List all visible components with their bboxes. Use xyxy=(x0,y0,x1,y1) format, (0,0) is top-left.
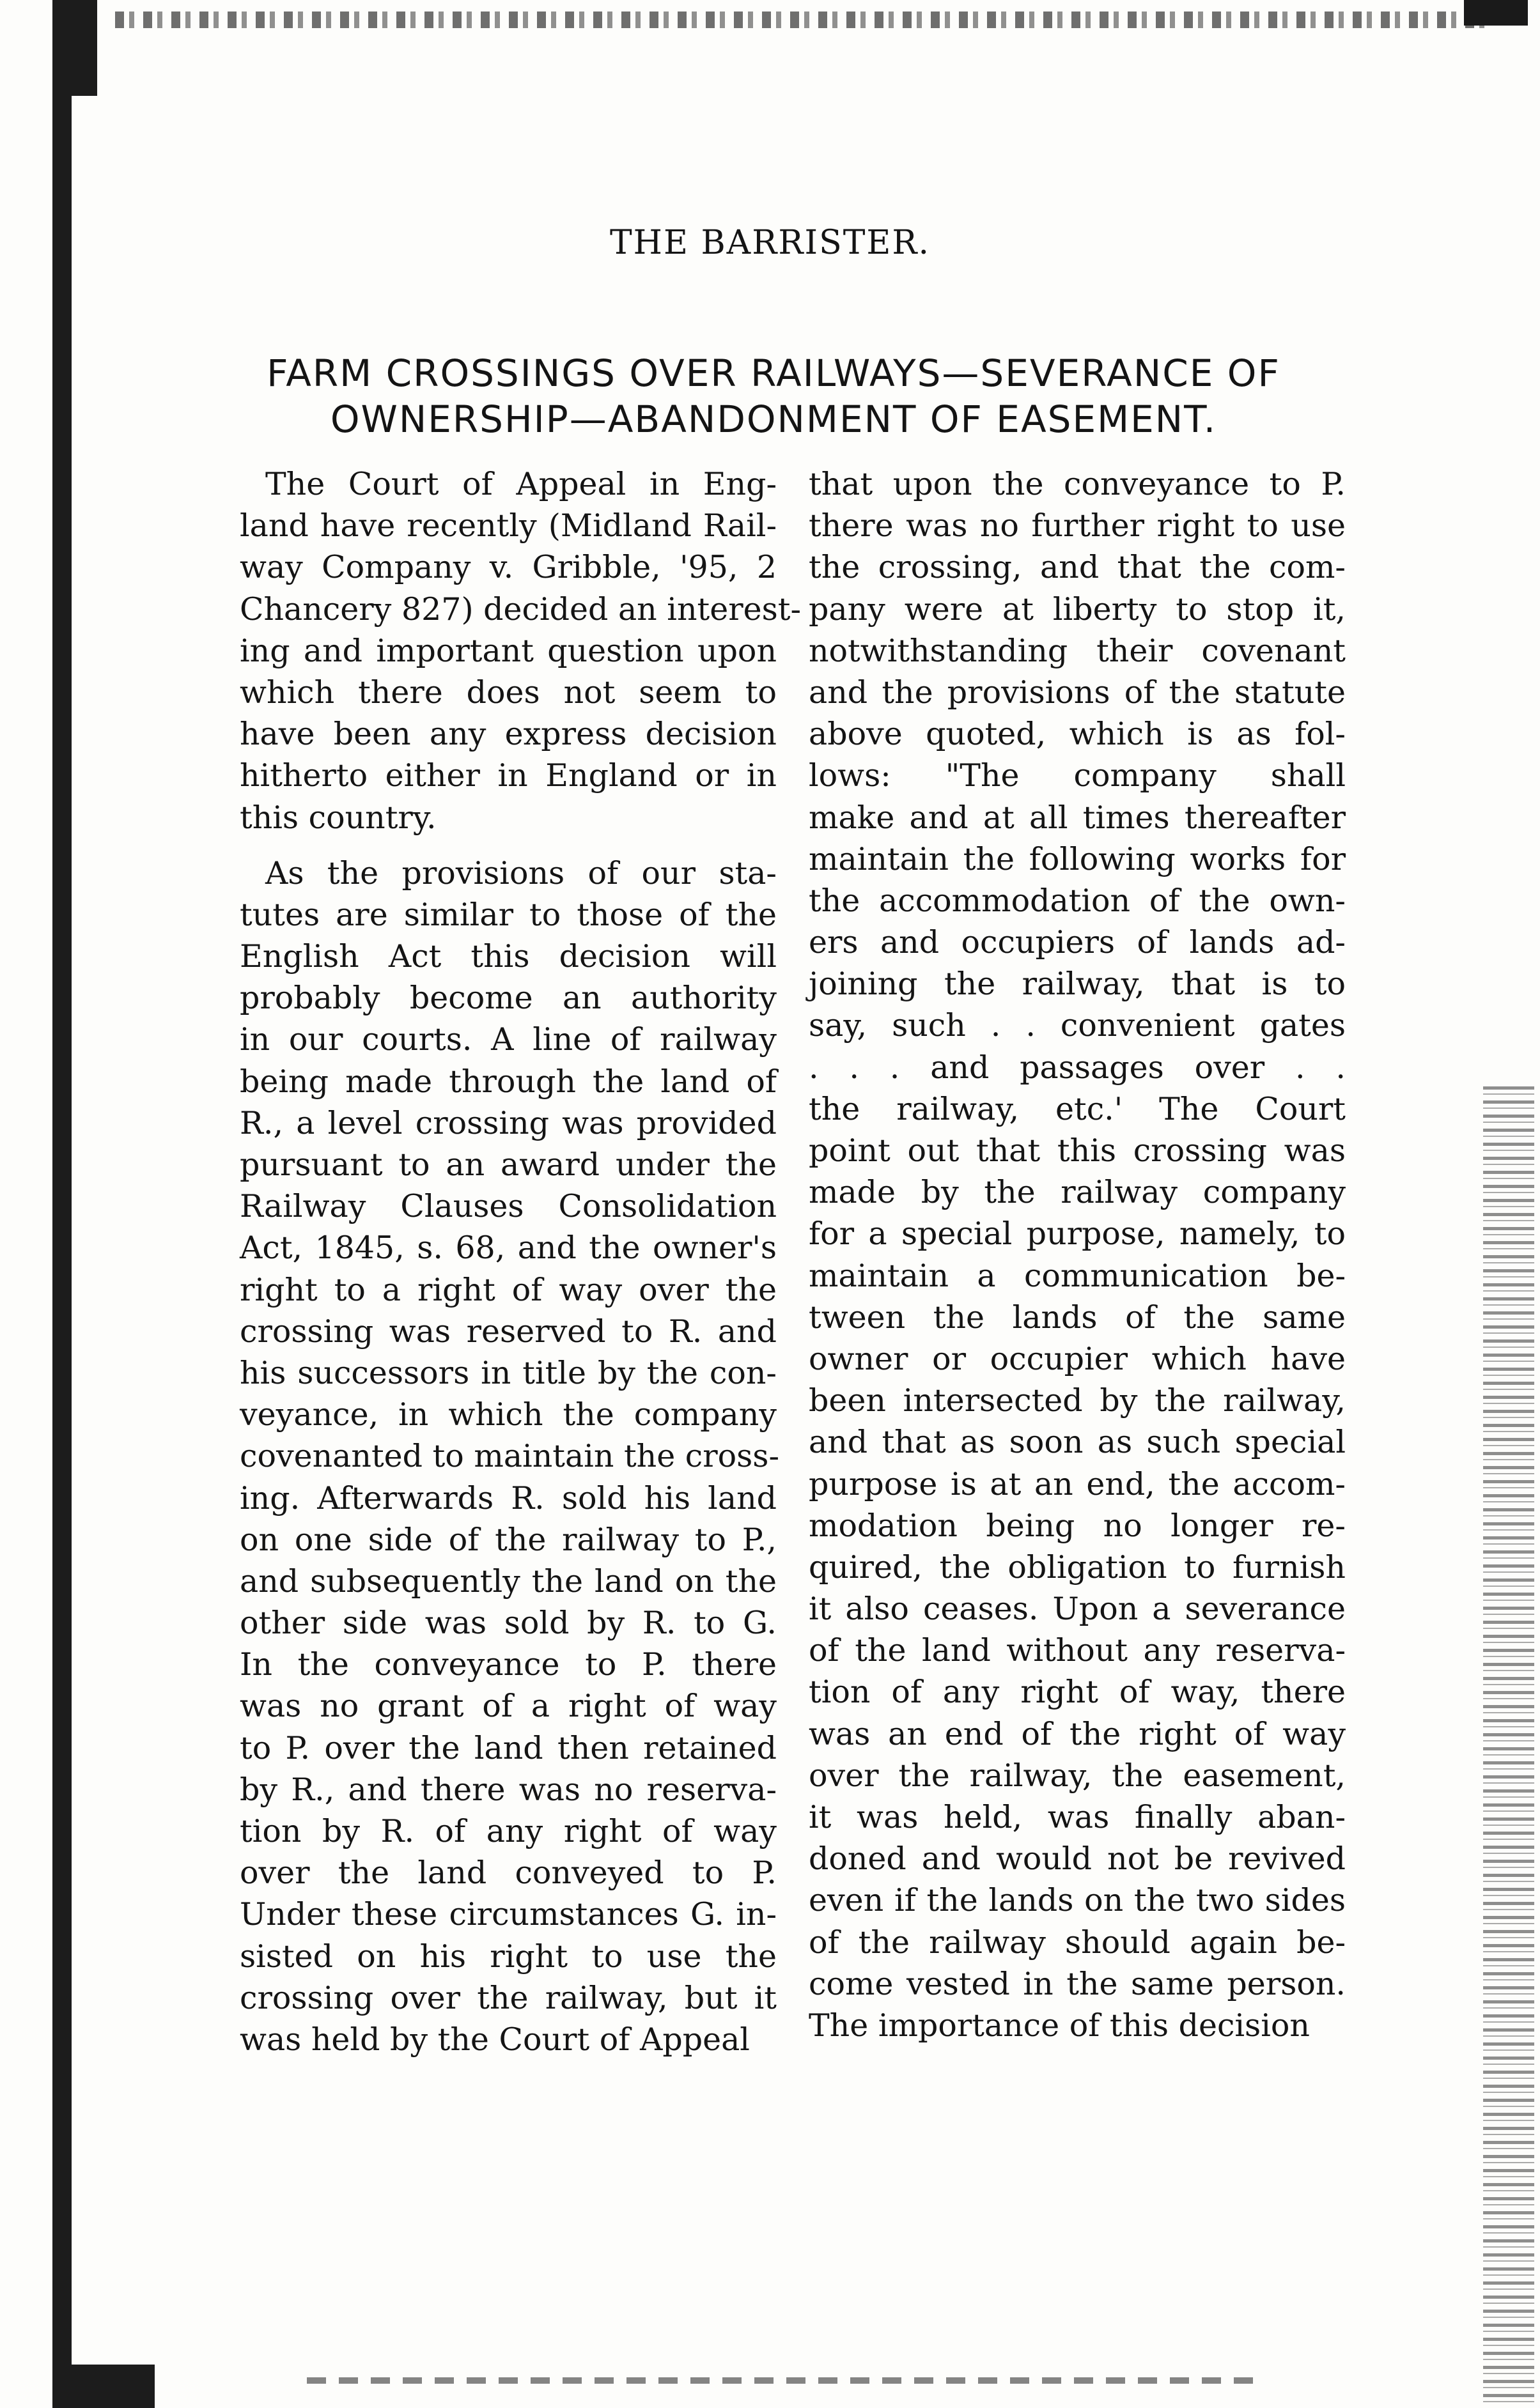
text-line: tutes are similar to those of the xyxy=(240,896,777,933)
text-line: which there does not seem to xyxy=(240,674,777,711)
article-title-line: OWNERSHIP—ABANDONMENT OF EASEMENT. xyxy=(330,397,1217,441)
text-line: Act, 1845, s. 68, and the owner's xyxy=(240,1230,777,1267)
text-line: way Company v. Gribble, '95, 2 xyxy=(240,549,777,586)
text-line: there was no further right to use xyxy=(809,507,1346,544)
text-line: crossing was reserved to R. and xyxy=(240,1313,777,1350)
text-line: that upon the conveyance to P. xyxy=(809,466,1346,502)
text-line: owner or occupier which have xyxy=(809,1340,1346,1377)
scan-artifact-left-edge xyxy=(52,0,72,2408)
text-line: by R., and there was no reserva- xyxy=(240,1771,777,1808)
text-line: notwithstanding their covenant xyxy=(809,632,1346,669)
text-line: have been any express decision xyxy=(240,716,777,753)
text-line: covenanted to maintain the cross- xyxy=(240,1438,780,1475)
text-line: veyance, in which the company xyxy=(240,1396,777,1433)
text-line: was no grant of a right of way xyxy=(240,1688,777,1725)
text-line: was held by the Court of Appeal xyxy=(240,2021,750,2058)
text-line: pursuant to an award under the xyxy=(240,1146,777,1183)
text-line: the railway, etc.' The Court xyxy=(809,1090,1346,1127)
text-line: over the railway, the easement, xyxy=(809,1757,1346,1794)
article-title-line: FARM CROSSINGS OVER RAILWAYS—SEVERANCE OF xyxy=(267,351,1280,395)
text-line: was an end of the right of way xyxy=(809,1715,1346,1752)
text-line: and the provisions of the statute xyxy=(809,674,1346,711)
running-head: THE BARRISTER. xyxy=(609,224,931,262)
text-line: in our courts. A line of railway xyxy=(240,1021,777,1058)
text-line: to P. over the land then retained xyxy=(240,1729,777,1766)
text-line: purpose is at an end, the accom- xyxy=(809,1465,1346,1502)
text-line: tween the lands of the same xyxy=(809,1299,1346,1336)
text-line: English Act this decision will xyxy=(240,938,777,975)
scan-artifact-right-edge xyxy=(1483,1086,1534,2403)
text-line: sisted on his right to use the xyxy=(240,1938,777,1975)
text-line: say, such . . convenient gates xyxy=(809,1007,1346,1044)
text-line: the crossing, and that the com- xyxy=(809,549,1346,586)
text-line: being made through the land of xyxy=(240,1063,777,1100)
text-line: In the conveyance to P. there xyxy=(240,1646,777,1683)
text-line: maintain a communication be- xyxy=(809,1257,1346,1294)
text-line: quired, the obligation to furnish xyxy=(809,1548,1346,1586)
text-line: As the provisions of our sta- xyxy=(265,854,777,891)
text-line: maintain the following works for xyxy=(809,840,1346,877)
text-line: above quoted, which is as fol- xyxy=(809,716,1346,753)
text-line: of the railway should again be- xyxy=(809,1924,1346,1961)
text-line: hitherto either in England or in xyxy=(240,757,777,794)
text-line: over the land conveyed to P. xyxy=(240,1855,777,1892)
text-line: R., a level crossing was provided xyxy=(240,1104,777,1141)
text-line: modation being no longer re- xyxy=(809,1507,1346,1544)
scan-artifact-top xyxy=(115,12,1489,28)
text-line: crossing over the railway, but it xyxy=(240,1979,777,2016)
text-line: doned and would not be revived xyxy=(809,1841,1346,1878)
text-line: tion of any right of way, there xyxy=(809,1674,1346,1711)
text-line: of the land without any reserva- xyxy=(809,1632,1346,1669)
text-line: and that as soon as such special xyxy=(809,1424,1346,1461)
paragraph-gap xyxy=(240,838,777,853)
text-line: the accommodation of the own- xyxy=(809,882,1346,919)
text-line: been intersected by the railway, xyxy=(809,1382,1346,1419)
text-line: made by the railway company xyxy=(809,1174,1346,1211)
text-line: point out that this crossing was xyxy=(809,1132,1346,1169)
text-line: his successors in title by the con- xyxy=(240,1354,777,1391)
text-line: for a special purpose, namely, to xyxy=(809,1216,1346,1253)
text-line: ing. Afterwards R. sold his land xyxy=(240,1479,777,1517)
text-line: make and at all times thereafter xyxy=(809,799,1346,836)
left-column xyxy=(240,463,802,2060)
text-line: right to a right of way over the xyxy=(240,1271,777,1308)
text-line: lows: "The company shall xyxy=(809,757,1346,794)
text-line: ing and important question upon xyxy=(240,632,777,669)
text-line: The importance of this decision xyxy=(809,2007,1310,2044)
text-line: The Court of Appeal in Eng- xyxy=(265,466,777,502)
text-line: land have recently (Midland Rail- xyxy=(240,507,777,544)
scan-artifact-top-right xyxy=(1464,0,1528,26)
text-line: even if the lands on the two sides xyxy=(809,1882,1346,1919)
text-line: . . . and passages over . . xyxy=(809,1049,1346,1086)
text-line: Chancery 827) decided an interest- xyxy=(240,590,802,628)
scan-artifact-left-corner xyxy=(52,0,97,96)
right-column xyxy=(809,463,1346,2046)
text-line: pany were at liberty to stop it, xyxy=(809,590,1346,628)
text-line: it was held, was finally aban- xyxy=(809,1799,1346,1835)
text-line: come vested in the same person. xyxy=(809,1965,1346,2002)
scan-artifact-bottom xyxy=(307,2377,1266,2384)
text-line: Under these circumstances G. in- xyxy=(240,1896,777,1933)
text-line: other side was sold by R. to G. xyxy=(240,1605,777,1642)
text-line: and subsequently the land on the xyxy=(240,1563,777,1600)
text-line: probably become an authority xyxy=(240,980,777,1017)
text-line: joining the railway, that is to xyxy=(809,966,1346,1003)
text-line: ers and occupiers of lands ad- xyxy=(809,924,1346,961)
text-line: this country. xyxy=(240,799,437,836)
text-line: tion by R. of any right of way xyxy=(240,1813,777,1849)
scan-artifact-bottom-corner xyxy=(52,2365,155,2408)
text-line: on one side of the railway to P., xyxy=(240,1521,777,1558)
article-title xyxy=(192,350,1355,442)
text-line: it also ceases. Upon a severance xyxy=(809,1591,1346,1628)
text-line: Railway Clauses Consolidation xyxy=(240,1188,777,1225)
